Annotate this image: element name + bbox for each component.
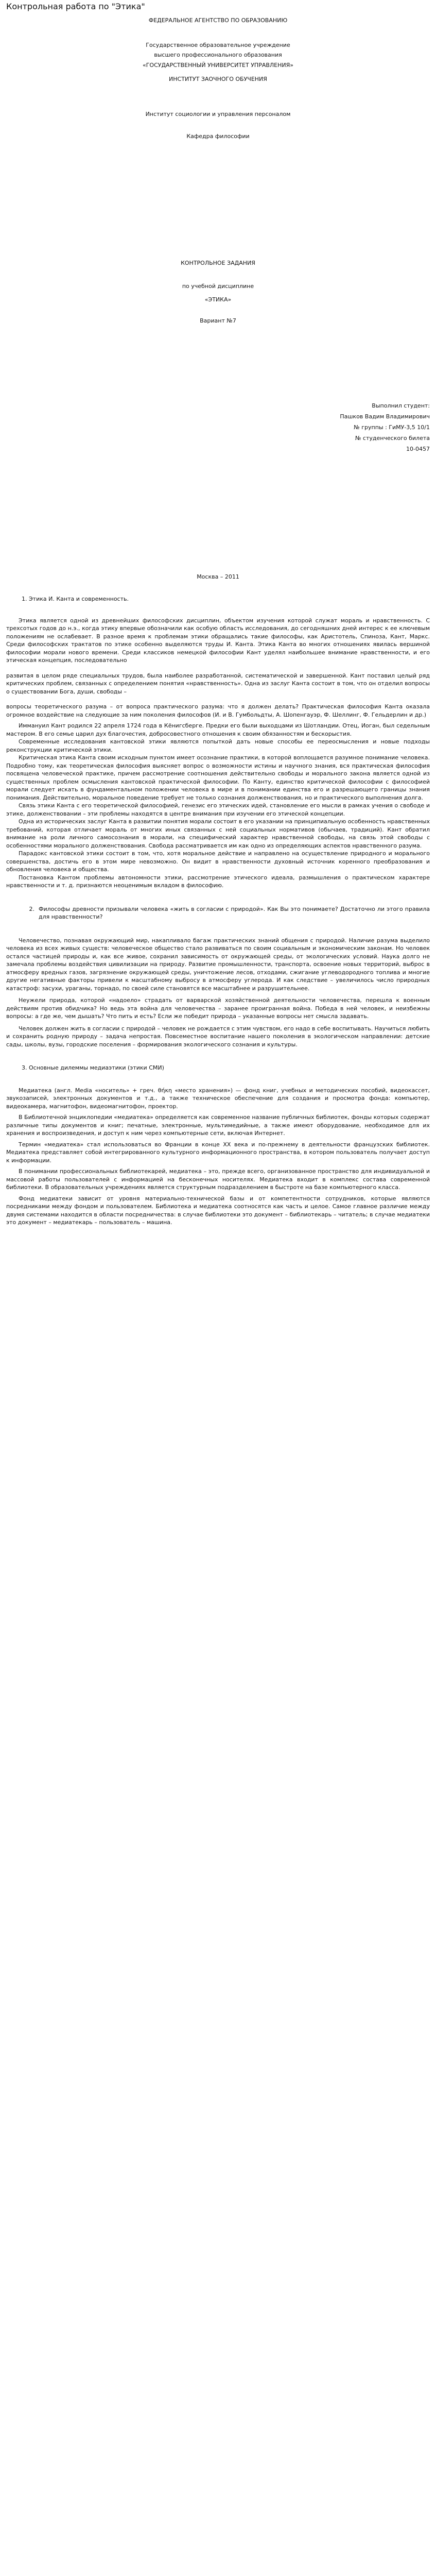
paragraph: Неужели природа, которой «надоело» страдать от варварской хозяйственной деятельности человечества, перешла к военным действиям против обидчика? Но ведь эта война для человечества – заранее проигранная война. Победа в ней человек, и неизбежны вопросы: а где же, чем дышать? Что пить и есть? Если же победит природа – указанные вопросы нет смысла задавать.	[6, 997, 430, 1020]
paragraph: Человек должен жить в согласии с природой – человек не рождается с этим чувством, его надо в себе воспитывать. Научиться любить и сохранить родную природу – задача непростая. Повсеместное воспитание нашего поколения в экологическом направлении: детские сады, школы, вузы, городские поселения – формирования экологического сознания и культуры.	[6, 1025, 430, 1048]
student-group: № группы : ГиМУ-3,5 10/1	[354, 423, 430, 431]
department-name: Кафедра философии	[186, 133, 250, 140]
paragraph: В понимании профессиональных библиотекарей, медиатека – это, прежде всего, организованное пространство для индивидуальной и массовой работы пользователей с информацией на бесконечных носителях. Медиатека входит в комплекс состава современной библиотеки. В образовательных учреждениях является структурным подразделением в быстроте на базе компьютерного класса.	[6, 1168, 430, 1191]
student-name: Пашков Вадим Владимирович	[340, 413, 430, 420]
paragraph: Термин «медиатека» стал использоваться во Франции в конце XX века и по-прежнему в деятельности французских библиотек. Медиатека представляет собой интегрированного культурного информационного пространства, в котором пользователь получает доступ к информации.	[6, 1141, 430, 1164]
paragraph: Современные исследования кантовской этики являются попыткой дать новые способы ее переосмысления и новые подходы реконструкции критической этики.	[6, 738, 430, 753]
variant-number: Вариант №7	[200, 317, 236, 324]
agency-line: ФЕДЕРАЛЬНОЕ АГЕНТСТВО ПО ОБРАЗОВАНИЮ	[148, 17, 288, 24]
section-2-question	[6, 905, 430, 921]
paragraph: вопросы теоретического разума – от вопроса практического разума: что я должен делать? Практическая философия Канта оказала огромное воздействие на следующие за ним поколения философов (И. и В. Гумбольдты, А. Шопенгауэр, Ф. Шеллинг, Ф. Гельдерлин и др.)	[6, 703, 430, 718]
section-3-heading: 3. Основные дилеммы медиаэтики (этики СМИ)	[22, 1064, 164, 1071]
paragraph: Фонд медиатеки зависит от уровня материально-технической базы и от компетентности сотрудников, которые являются посредниками между фондом и пользователем. Библиотека и медиатека соотносятся как часть и целое. Самое главное различие между двумя системами находится в области посредничества: в случае библиотеки это документ – библиотекарь – читатель; в случае медиатеки это документ – медиатекарь – пользователь – машина.	[6, 1195, 430, 1226]
city-year: Москва – 2011	[197, 573, 239, 580]
document-title: Контрольная работа по "Этика"	[6, 2, 145, 11]
author-block	[6, 400, 430, 454]
document-body	[6, 595, 430, 1227]
ticket-label: № студенческого билета	[355, 434, 430, 442]
paragraph: Критическая этика Канта своим исходным пунктом имеет осознание практики, в которой воплощается разумное понимание человека. Подробно тому, как теоретическая философия выясняет вопрос о возможности истины и научного знания, вся практическая философия посвящена человеческой практике, причем рассмотрение соотношения действительно свободы и морального закона является одной из существенных проблем осмысления кантовской практической философии. По Канту, единство критической философии с философией морали следует искать в фундаментальном положении человека в мире и в понимании единства его и разрешающего границы знания понимания. Действительно, моральное поведение требует не только сознания долженствования, но и практического выполнения долга.	[6, 754, 430, 801]
performed-by-label: Выполнил студент:	[372, 402, 430, 409]
paragraph: В Библиотечной энциклопедии «медиатека» определяется как современное название публичных библиотек, фонды которых содержат различные типы документов и книг; печатные, электронные, мультимедийные, а также имеют оборудование, необходимое для их хранения и воспроизведения, и доступ к ним через компьютерные сети, включая Интернет.	[6, 1114, 430, 1137]
paragraph: Человечество, познавая окружающий мир, накапливало багаж практических знаний общения с природой. Наличие разума выделило человека из всех живых существ: человеческое общество стало развиваться по своим социальным и экономическим законам. Но человек остался частицей природы и, как все живое, сохранил зависимость от окружающей среды, от экологических условий. Наука долго не замечала проблемы воздействия цивилизации на природу. Развитие промышленности, транспорта, освоение новых территорий, выброс в атмосферу вредных газов, загрязнение окружающей среды, уничтожение лесов, отходами, сжигание углеводородного топлива и многие другие негативные факторы привели к масштабному выбросу в атмосферу углерода. И как следствие – увеличилось число природных катастроф: засухи, ураганы, торнадо, по своей силе становятся все масштабнее и разрушительнее.	[6, 937, 430, 992]
discipline-name: «ЭТИКА»	[204, 296, 232, 303]
section-1-heading: 1. Этика И. Канта и современность.	[22, 596, 129, 602]
institution-line-1: Государственное образовательное учреждение	[146, 41, 290, 48]
paragraph: развитая в целом ряде специальных трудов, была наиболее разработанной, систематической и завершенной. Кант поставил целый ряд критических проблем, связанных с определением понятия «нравственность». Одна из заслуг Канта состоит в том, что он отделил вопросы о существовании Бога, души, свободы –	[6, 672, 430, 695]
institution-line-2: высшего профессионального образования	[154, 52, 282, 58]
paragraph: Постановка Кантом проблемы автономности этики, рассмотрение этического идеала, размышления о практическом характере нравственности и т. д. признаются неоценимым вкладом в философию.	[6, 874, 430, 889]
paragraph: Иммануил Кант родился 22 апреля 1724 года в Кёнигсберге. Предки его были выходцами из Шотландии. Отец, Иоган, был седельным мастером. В его семье царил дух благочестия, добросовестного отношения к своим обязанностям и бескорыстия.	[6, 722, 430, 737]
paragraph: Одна из исторических заслуг Канта в развитии понятия морали состоит в его указании на принципиальную особенность нравственных требований, которая отличает мораль от многих иных связанных с ней социальных нормативов (обычаев, традиций). Кант обратил внимание на роли личного самосознания в морали, на специфический характер нравственной свободы, на связь этой свободы с особенностями морального долженствования. Свобода рассматривается им как одно из определяющих аспектов нравственного разума.	[6, 818, 430, 849]
sub-institute-name: Институт социологии и управления персоналом	[145, 110, 291, 117]
section-2-heading: Философы древности призывали человека «жить в согласии с природой». Как Вы это понимаете? Достаточно ли этого правила для нравственности?	[39, 905, 430, 920]
ticket-number: 10-0457	[406, 445, 430, 452]
university-name: «ГОСУДАРСТВЕННЫЙ УНИВЕРСИТЕТ УПРАВЛЕНИЯ»	[142, 61, 293, 69]
discipline-label: по учебной дисциплине	[182, 283, 254, 290]
institute-name: ИНСТИТУТ ЗАОЧНОГО ОБУЧЕНИЯ	[169, 76, 267, 82]
paragraph: Связь этики Канта с его теоретической философией, генезис его этических идей, становление его мысли в рамках учения о свободе и этике, долженствовании – эти проблемы находятся в центре внимания при изучении его этической концепции.	[6, 802, 430, 817]
section-2-number: 2.	[29, 905, 34, 912]
paragraph: Парадокс кантовской этики состоит в том, что, хотя моральное действие и направлено на осуществление природного и морального совершенства, достичь его в этом мире невозможно. Он видит в нравственности духовный источник коренного преобразования и обновления человека и общества.	[6, 850, 430, 873]
work-type: КОНТРОЛЬНОЕ ЗАДАНИЯ	[181, 259, 255, 266]
paragraph: Медиатека (англ. Media «носитель» + греч. θήκη «место хранения») — фонд книг, учебных и методических пособий, видеокассет, звукозаписей, электронных документов и т.д., а также техническое обеспечение для создания и просмотра фонда: компьютер, видеокамера, магнитофон, видеомагнитофон, проектор.	[6, 1087, 430, 1110]
paragraph: Этика является одной из древнейших философских дисциплин, объектом изучения которой служат мораль и нравственность. С трехсотых годов до н.э., когда этику впервые обозначили как особую область исследования, до сегодняшних дней интерес к ее ключевым положениям не ослабевает. В разное время к проблемам этики обращались такие философы, как Аристотель, Спиноза, Кант, Маркс. Среди философских трактатов по этике особенно выделяются труды И. Канта. Этика Канта во многих отношениях явилась вершиной философии морали нового времени. Среди классиков немецкой философии Кант уделял наибольшее внимание нравственности, и его этическая концепция, последовательно	[6, 617, 430, 664]
title-page	[6, 16, 430, 325]
